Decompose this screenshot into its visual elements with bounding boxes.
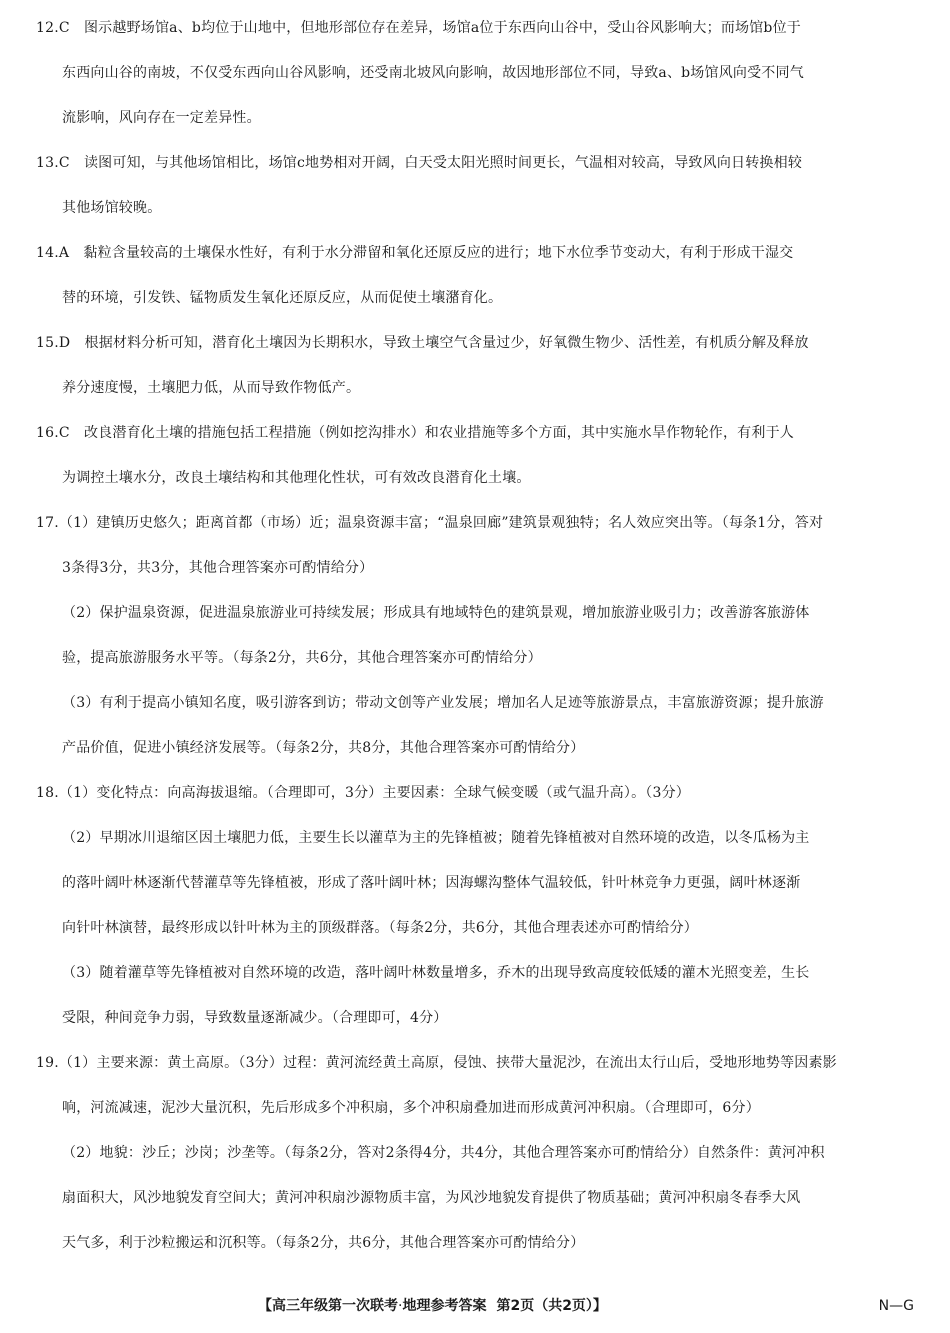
answer-line: 为调控土壤水分，改良土壤结构和其他理化性状，可有效改良潜育化土壤。 [62, 470, 531, 486]
answer-line: 17.（1）建镇历史悠久；距离首都（市场）近；温泉资源丰富；“温泉回廊”建筑景观独特；名人效应突出等。（每条1分，答对 [36, 515, 824, 531]
answer-line: 验，提高旅游服务水平等。（每条2分，共6分，其他合理答案亦可酌情给分） [62, 650, 542, 666]
answer-line: 16.C 改良潜育化土壤的措施包括工程措施（例如挖沟排水）和农业措施等多个方面，其中实施水旱作物轮作，有利于人 [36, 425, 794, 441]
answer-content [36, 6, 916, 1266]
answer-q18-part2 [36, 816, 916, 951]
answer-q16 [36, 411, 916, 501]
answer-q18-part1 [36, 771, 916, 816]
answer-q13 [36, 141, 916, 231]
answer-line: 12.C 图示越野场馆a、b均位于山地中，但地形部位存在差异，场馆a位于东西向山谷中，受山谷风影响大；而场馆b位于 [36, 20, 801, 36]
answer-line: 扇面积大，风沙地貌发育空间大；黄河冲积扇沙源物质丰富，为风沙地貌发育提供了物质基础；黄河冲积扇冬春季大风 [62, 1190, 801, 1206]
answer-line: 14.A 黏粒含量较高的土壤保水性好，有利于水分滞留和氧化还原反应的进行；地下水位季节变动大，有利于形成干湿交 [36, 245, 794, 261]
answer-line: 的落叶阔叶林逐渐代替灌草等先锋植被，形成了落叶阔叶林；因海螺沟整体气温较低，针叶林竞争力更强，阔叶林逐渐 [62, 875, 801, 891]
answer-line: 3条得3分，共3分，其他合理答案亦可酌情给分） [62, 560, 374, 576]
footer-separator: · [398, 1298, 403, 1314]
answer-line: 养分速度慢，土壤肥力低，从而导致作物低产。 [62, 380, 361, 396]
answer-line: （3）随着灌草等先锋植被对自然环境的改造，落叶阔叶林数量增多，乔木的出现导致高度较低矮的灌木光照变差，生长 [62, 965, 810, 981]
answer-q18-part3 [36, 951, 916, 1041]
answer-line: 18.（1）变化特点：向高海拔退缩。（合理即可，3分）主要因素：全球气候变暖（或气温升高）。（3分） [36, 785, 690, 801]
footer-subject: 地理参考答案 [402, 1298, 487, 1314]
answer-line: 13.C 读图可知，与其他场馆相比，场馆c地势相对开阔，白天受太阳光照时间更长，气温相对较高，导致风向日转换相较 [36, 155, 803, 171]
answer-line: 东西向山谷的南坡，不仅受东西向山谷风影响，还受南北坡风向影响，故因地形部位不同，导致a、b场馆风向受不同气 [62, 65, 804, 81]
answer-line: （3）有利于提高小镇知名度，吸引游客到访；带动文创等产业发展；增加名人足迹等旅游景点，丰富旅游资源；提升旅游 [62, 695, 824, 711]
answer-line: 产品价值，促进小镇经济发展等。（每条2分，共8分，其他合理答案亦可酌情给分） [62, 740, 585, 756]
answer-q17-part3 [36, 681, 916, 771]
answer-line: 天气多，利于沙粒搬运和沉积等。（每条2分，共6分，其他合理答案亦可酌情给分） [62, 1235, 585, 1251]
page-footer [0, 1294, 950, 1318]
footer-code: N—G [878, 1298, 914, 1314]
answer-line: （2）早期冰川退缩区因土壤肥力低，主要生长以灌草为主的先锋植被；随着先锋植被对自然环境的改造，以冬瓜杨为主 [62, 830, 810, 846]
answer-q19-part1 [36, 1041, 916, 1131]
footer-page-number: 第2页（共2页）】 [496, 1298, 607, 1314]
answer-line: 流影响，风向存在一定差异性。 [62, 110, 261, 126]
footer-exam-name: 【高三年级第一次联考 [258, 1298, 398, 1314]
answer-line: 替的环境，引发铁、锰物质发生氧化还原反应，从而促使土壤潴育化。 [62, 290, 503, 306]
answer-q12 [36, 6, 916, 141]
answer-line: 响，河流减速，泥沙大量沉积，先后形成多个冲积扇，多个冲积扇叠加进而形成黄河冲积扇。（合理即可，6分） [62, 1100, 760, 1116]
answer-line: 其他场馆较晚。 [62, 200, 162, 216]
answer-line: （2）保护温泉资源，促进温泉旅游业可持续发展；形成具有地域特色的建筑景观，增加旅游业吸引力；改善游客旅游体 [62, 605, 810, 621]
answer-q14 [36, 231, 916, 321]
answer-line: 受限，种间竞争力弱，导致数量逐渐减少。（合理即可，4分） [62, 1010, 448, 1026]
answer-q19-part2 [36, 1131, 916, 1266]
answer-line: （2）地貌：沙丘；沙岗；沙垄等。（每条2分，答对2条得4分，共4分，其他合理答案亦可酌情给分）自然条件：黄河冲积 [62, 1145, 825, 1161]
answer-q17-part2 [36, 591, 916, 681]
answer-line: 向针叶林演替，最终形成以针叶林为主的顶级群落。（每条2分，共6分，其他合理表述亦可酌情给分） [62, 920, 699, 936]
answer-q15 [36, 321, 916, 411]
answer-line: 19.（1）主要来源：黄土高原。（3分）过程：黄河流经黄土高原，侵蚀、挟带大量泥沙，在流出太行山后，受地形地势等因素影 [36, 1055, 837, 1071]
answer-q17-part1 [36, 501, 916, 591]
footer-title [258, 1294, 607, 1318]
answer-line: 15.D 根据材料分析可知，潜育化土壤因为长期积水，导致土壤空气含量过少，好氧微生物少、活性差，有机质分解及释放 [36, 335, 809, 351]
